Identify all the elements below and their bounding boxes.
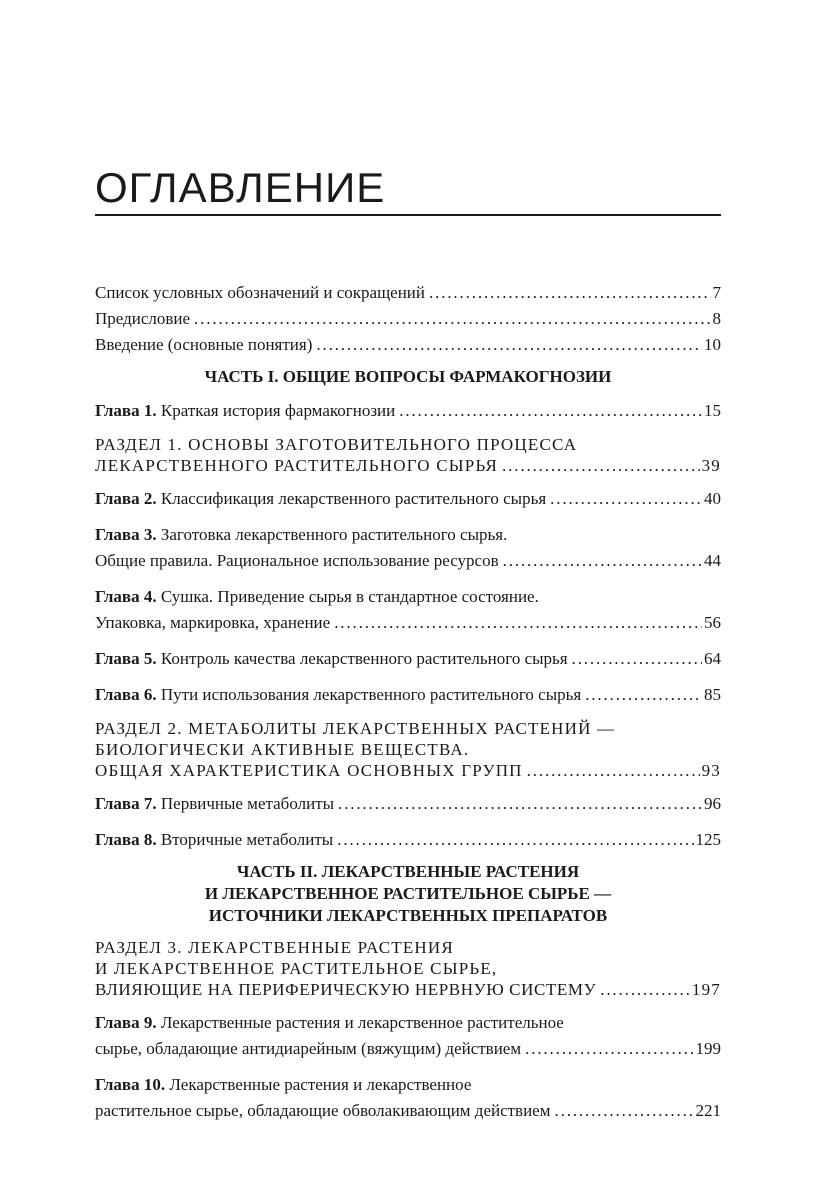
section-line: ЛЕКАРСТВЕННОГО РАСТИТЕЛЬНОГО СЫРЬЯ [95,456,499,475]
section-line: БИОЛОГИЧЕСКИ АКТИВНЫЕ ВЕЩЕСТВА. [95,740,470,759]
page-number: 8 [712,309,721,328]
entry-text: Общие правила. Рациональное использование ресурсов [95,551,499,570]
part-title-line: ИСТОЧНИКИ ЛЕКАРСТВЕННЫХ ПРЕПАРАТОВ [208,906,608,925]
page-number: 15 [704,401,721,420]
page-number: 44 [704,551,721,570]
toc-entry-chapter-8[interactable] [95,827,721,853]
entry-text: Классификация лекарственного растительного сырья [160,489,547,508]
page-number: 85 [704,685,721,704]
toc-entry-chapter-10[interactable] [95,1072,721,1124]
leader-dots [502,455,700,476]
table-of-contents [95,280,721,1124]
page-number: 125 [695,830,721,849]
part-title: ЧАСТЬ I. ОБЩИЕ ВОПРОСЫ ФАРМАКОГНОЗИИ [204,367,612,386]
chapter-label: Глава 8. [95,830,157,849]
entry-text: Сушка. Приведение сырья в стандартное состояние. [160,587,539,606]
chapter-label: Глава 2. [95,489,157,508]
entry-text: Пути использования лекарственного растительного сырья [160,685,582,704]
leader-dots [399,398,702,424]
leader-dots [572,646,702,672]
entry-text: Заготовка лекарственного растительного сырья. [160,525,508,544]
leader-dots [316,332,702,358]
chapter-label: Глава 3. [95,525,157,544]
toc-entry-chapter-4[interactable] [95,584,721,636]
chapter-label: Глава 6. [95,685,157,704]
leader-dots [503,548,702,574]
toc-entry-chapter-2[interactable] [95,486,721,512]
page-number: 93 [701,761,721,780]
entry-text: Предисловие [95,309,191,328]
page-number: 199 [695,1039,721,1058]
page-title: ОГЛАВЛЕНИЕ [95,164,386,211]
leader-dots [334,610,702,636]
part-2-heading [95,861,721,927]
section-line: ВЛИЯЮЩИЕ НА ПЕРИФЕРИЧЕСКУЮ НЕРВНУЮ СИСТЕМУ [95,980,597,999]
leader-dots [338,791,702,817]
page-number: 40 [704,489,721,508]
chapter-label: Глава 9. [95,1013,157,1032]
chapter-label: Глава 5. [95,649,157,668]
leader-dots [550,486,702,512]
page-number: 221 [695,1101,721,1120]
entry-text: Краткая история фармакогнозии [160,401,396,420]
page-number: 7 [712,283,721,302]
entry-text: Список условных обозначений и сокращений [95,283,426,302]
toc-entry-chapter-5[interactable] [95,646,721,672]
entry-text: Лекарственные растения и лекарственное [169,1075,472,1094]
section-line: РАЗДЕЛ 1. ОСНОВЫ ЗАГОТОВИТЕЛЬНОГО ПРОЦЕССА [95,435,578,454]
entry-text: Упаковка, маркировка, хранение [95,613,331,632]
part-title-line: ЧАСТЬ II. ЛЕКАРСТВЕННЫЕ РАСТЕНИЯ [236,862,580,881]
section-line: РАЗДЕЛ 3. ЛЕКАРСТВЕННЫЕ РАСТЕНИЯ [95,938,454,957]
entry-text: растительное сырье, обладающие обволакивающим действием [95,1101,551,1120]
entry-text: Первичные метаболиты [160,794,335,813]
entry-text: Введение (основные понятия) [95,335,313,354]
leader-dots [527,760,700,781]
page-number: 39 [701,456,721,475]
page-number: 96 [704,794,721,813]
page-number: 64 [704,649,721,668]
toc-entry-introduction[interactable] [95,332,721,358]
chapter-label: Глава 1. [95,401,157,420]
section-line: И ЛЕКАРСТВЕННОЕ РАСТИТЕЛЬНОЕ СЫРЬЕ, [95,959,498,978]
leader-dots [600,979,690,1000]
chapter-label: Глава 10. [95,1075,166,1094]
page-number: 197 [691,980,721,999]
leader-dots [555,1098,694,1124]
toc-entry-section-1[interactable] [95,434,721,476]
entry-text: Контроль качества лекарственного растительного сырья [160,649,568,668]
entry-text: Вторичные метаболиты [160,830,334,849]
leader-dots [585,682,702,708]
page-number: 56 [704,613,721,632]
part-1-heading [95,366,721,388]
toc-entry-chapter-1[interactable] [95,398,721,424]
chapter-label: Глава 7. [95,794,157,813]
toc-entry-section-2[interactable] [95,718,721,781]
leader-dots [525,1036,693,1062]
toc-entry-chapter-6[interactable] [95,682,721,708]
entry-text: сырье, обладающие антидиарейным (вяжущим) действием [95,1039,522,1058]
part-title-line: И ЛЕКАРСТВЕННОЕ РАСТИТЕЛЬНОЕ СЫРЬЕ — [204,884,612,903]
leader-dots [194,306,710,332]
section-line: ОБЩАЯ ХАРАКТЕРИСТИКА ОСНОВНЫХ ГРУПП [95,761,523,780]
chapter-label: Глава 4. [95,587,157,606]
toc-entry-section-3[interactable] [95,937,721,1000]
section-line: РАЗДЕЛ 2. МЕТАБОЛИТЫ ЛЕКАРСТВЕННЫХ РАСТЕНИЙ — [95,719,616,738]
leader-dots [337,827,693,853]
entry-text: Лекарственные растения и лекарственное растительное [160,1013,564,1032]
leader-dots [429,280,710,306]
toc-entry-chapter-9[interactable] [95,1010,721,1062]
toc-entry-chapter-3[interactable] [95,522,721,574]
toc-entry-chapter-7[interactable] [95,791,721,817]
title-rule [95,214,721,216]
toc-entry-abbreviations[interactable] [95,280,721,306]
toc-entry-preface[interactable] [95,306,721,332]
page-number: 10 [704,335,721,354]
